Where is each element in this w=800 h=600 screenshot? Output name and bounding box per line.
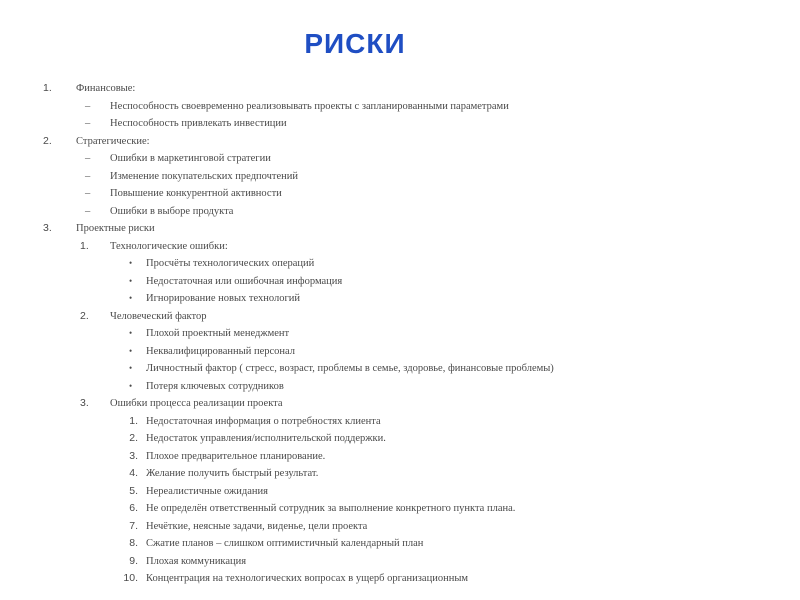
list-marker: • [129,293,133,303]
list-item-text: Плохой проектный менеджмент [146,328,290,339]
list-marker: 1. [80,239,89,252]
list-marker: • [129,363,133,373]
list-item [0,203,800,221]
list-item-text: Недостаток управления/исполнительской поддержки. [146,433,386,444]
list-marker: • [129,380,133,391]
list-marker: • [129,275,133,286]
list-item [0,343,800,361]
list-marker: 2. [129,432,138,444]
list-marker: • [129,258,133,268]
list-item-text: Проектные риски [76,223,155,234]
list-item-text: Нечёткие, неясные задачи, виденье, цели проекта [146,520,368,532]
list-marker: • [129,328,133,338]
subsection-heading [0,395,800,413]
list-marker: 3. [43,222,52,234]
list-item [0,185,800,203]
list-item-text: Личностный фактор ( стресс, возраст, проблемы в семье, здоровье, финансовые проблемы) [146,363,554,374]
list-item [0,115,800,133]
subsection-heading [0,308,800,326]
list-item-text: Просчёты технологических операций [146,258,315,269]
list-marker: 2. [43,134,52,147]
list-item [0,413,800,431]
list-item-text: Игнорирование новых технологий [146,293,301,304]
list-item-text: Сжатие планов – слишком оптимистичный календарный план [146,538,424,549]
list-item [0,430,800,448]
list-item [0,570,800,588]
list-item-text: Плохое предварительное планирование. [146,450,326,462]
list-item-text: Стратегические: [76,135,150,147]
list-item-text: Ошибки в маркетинговой стратегии [110,153,271,164]
list-marker: – [85,170,91,182]
list-marker: – [85,100,91,112]
list-item-text: Нереалистичные ожидания [146,485,268,497]
list-item-text: Ошибки в выборе продукта [110,205,234,217]
section-heading [0,133,800,151]
list-item-text: Не определён ответственный сотрудник за выполнение конкретного пункта плана. [146,503,516,514]
list-item [0,290,800,308]
list-item [0,360,800,378]
list-item [0,553,800,571]
list-item-text: Технологические ошибки: [110,240,228,252]
list-marker: 2. [80,309,89,322]
list-marker: 3. [129,449,138,462]
list-marker: 10. [123,572,138,584]
list-item [0,500,800,518]
list-item-text: Финансовые: [76,83,136,94]
list-item-text: Повышение конкурентной активности [110,188,282,199]
list-marker: 4. [129,467,138,479]
list-item-text: Плохая коммуникация [146,555,247,567]
list-item-text: Потеря ключевых сотрудников [146,380,284,392]
list-item-text: Неквалифицированный персонал [146,345,296,357]
list-item [0,168,800,186]
section-heading [0,80,800,98]
list-item-text: Желание получить быстрый результат. [146,468,319,479]
list-item [0,518,800,536]
list-marker: – [85,118,91,129]
list-item [0,535,800,553]
list-item-text: Изменение покупательских предпочтений [110,170,299,182]
list-item [0,378,800,396]
list-item [0,325,800,343]
list-item [0,98,800,116]
section-heading [0,220,800,238]
list-item-text: Концентрация на технологических вопросах в ущерб организационным [146,573,469,584]
slide-title: РИСКИ [304,28,406,59]
list-item [0,448,800,466]
list-item [0,150,800,168]
list-item-text: Недостаточная информация о потребностях клиента [146,415,381,427]
list-marker: 6. [129,502,138,514]
list-marker: 1. [43,82,52,94]
risk-list [0,80,800,588]
list-marker: – [85,153,91,164]
list-item [0,255,800,273]
list-marker: 3. [80,397,89,409]
list-item-text: Неспособность привлекать инвестиции [110,118,287,129]
list-marker: • [129,345,133,356]
list-item [0,483,800,501]
list-marker: 9. [129,554,138,567]
subsection-heading [0,238,800,256]
list-marker: 5. [129,484,138,497]
list-marker: 1. [129,414,138,427]
list-item [0,465,800,483]
list-marker: 8. [129,537,138,549]
list-item-text: Недостаточная или ошибочная информация [146,275,343,287]
list-item-text: Неспособность своевременно реализовывать проекты с запланированными параметрами [110,100,509,112]
list-item-text: Человеческий фактор [110,310,207,322]
list-marker: – [85,205,91,217]
list-marker: 7. [129,519,138,532]
list-item-text: Ошибки процесса реализации проекта [110,398,283,409]
list-item [0,273,800,291]
list-marker: – [85,188,91,199]
